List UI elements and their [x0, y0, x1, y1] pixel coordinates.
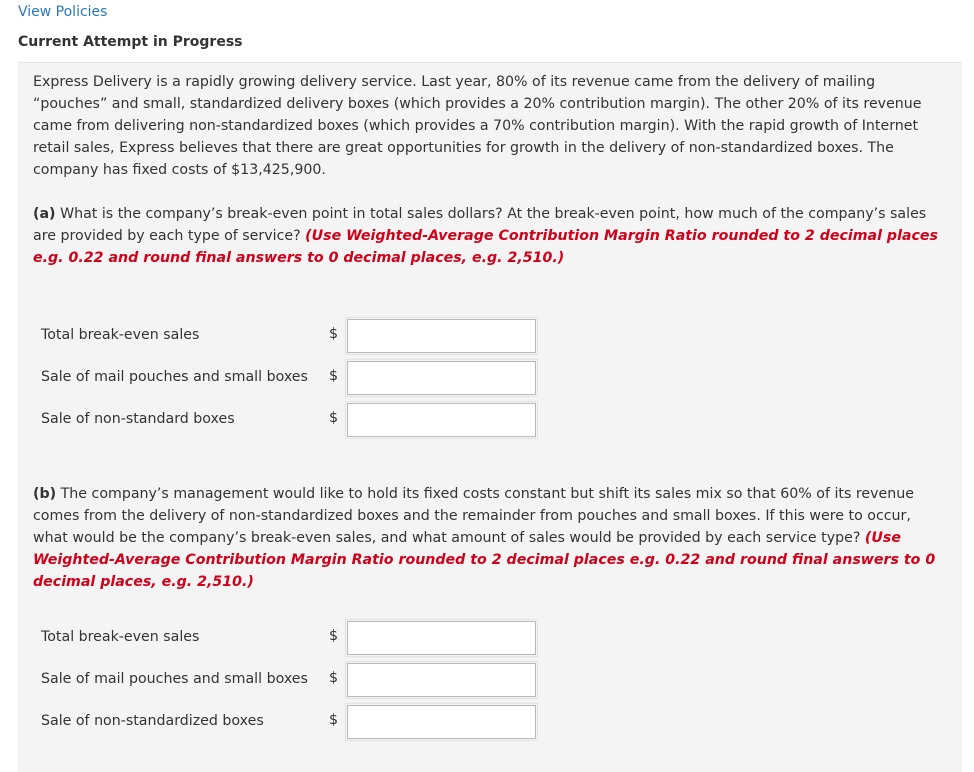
part-b-instruction: (Use Weighted-Average Contribution Margin Ratio rounded to 2 decimal places e.g. 0.22 and round final answers to 0 decimal places, e.g. 2,510.) [33, 530, 936, 590]
dollar-sign: $ [329, 712, 339, 728]
b-total-break-even-sales-input[interactable] [347, 621, 536, 655]
dollar-sign: $ [329, 628, 339, 644]
a-pouches-small-boxes-input[interactable] [347, 361, 536, 395]
row-label: Total break-even sales [41, 327, 200, 343]
part-a-instruction: (Use Weighted-Average Contribution Margin Ratio rounded to 2 decimal places e.g. 0.22 and round final answers to 0 decimal places, e.g. 2,510.) [33, 228, 938, 266]
part-b-label: (b) [33, 486, 57, 502]
header [0, 0, 962, 62]
part-a-text: What is the company’s break-even point in total sales dollars? At the break-even point, how much of the company’s sales are provided by each type of service? [33, 206, 927, 244]
a-non-standard-boxes-input[interactable] [347, 403, 536, 437]
part-b-text: The company’s management would like to hold its fixed costs constant but shift its sales mix so that 60% of its revenue comes from the delivery of non-standardized boxes and the remainder from pouches and small boxes. If this were to occur, what would be the company’s break-even sales, and what amount of sales would be provided by each service type? [33, 486, 914, 546]
answer-row-a-pouches [41, 361, 541, 395]
answer-row-a-total [41, 319, 541, 353]
row-label: Sale of mail pouches and small boxes [41, 369, 308, 385]
dollar-sign: $ [329, 410, 339, 426]
dollar-sign: $ [329, 326, 339, 342]
row-label: Sale of mail pouches and small boxes [41, 671, 308, 687]
question-panel [18, 62, 962, 772]
part-a-label: (a) [33, 206, 56, 222]
answer-row-b-nonstandardized [41, 705, 541, 739]
dollar-sign: $ [329, 670, 339, 686]
row-label: Sale of non-standard boxes [41, 411, 235, 427]
dollar-sign: $ [329, 368, 339, 384]
answer-row-b-total [41, 621, 541, 655]
view-policies-link[interactable]: View Policies [18, 4, 108, 20]
question-intro: Express Delivery is a rapidly growing delivery service. Last year, 80% of its revenue came from the delivery of mailing “pouches” and small, standardized delivery boxes (which provides a 20% contribution margin). The other 20% of its revenue came from delivering non-standardized boxes (which provides a 70% contribution margin). With the rapid growth of Internet retail sales, Express believes that there are great opportunities for growth in the delivery of non-standardized boxes. The company has fixed costs of $13,425,900. [33, 74, 922, 178]
b-pouches-small-boxes-input[interactable] [347, 663, 536, 697]
part-a-prompt [33, 203, 945, 269]
answer-row-a-nonstandard [41, 403, 541, 437]
row-label: Total break-even sales [41, 629, 200, 645]
answer-row-b-pouches [41, 663, 541, 697]
part-b-prompt [33, 483, 945, 593]
right-gutter [962, 0, 974, 772]
attempt-status-title: Current Attempt in Progress [18, 34, 243, 50]
a-total-break-even-sales-input[interactable] [347, 319, 536, 353]
b-non-standardized-boxes-input[interactable] [347, 705, 536, 739]
row-label: Sale of non-standardized boxes [41, 713, 264, 729]
